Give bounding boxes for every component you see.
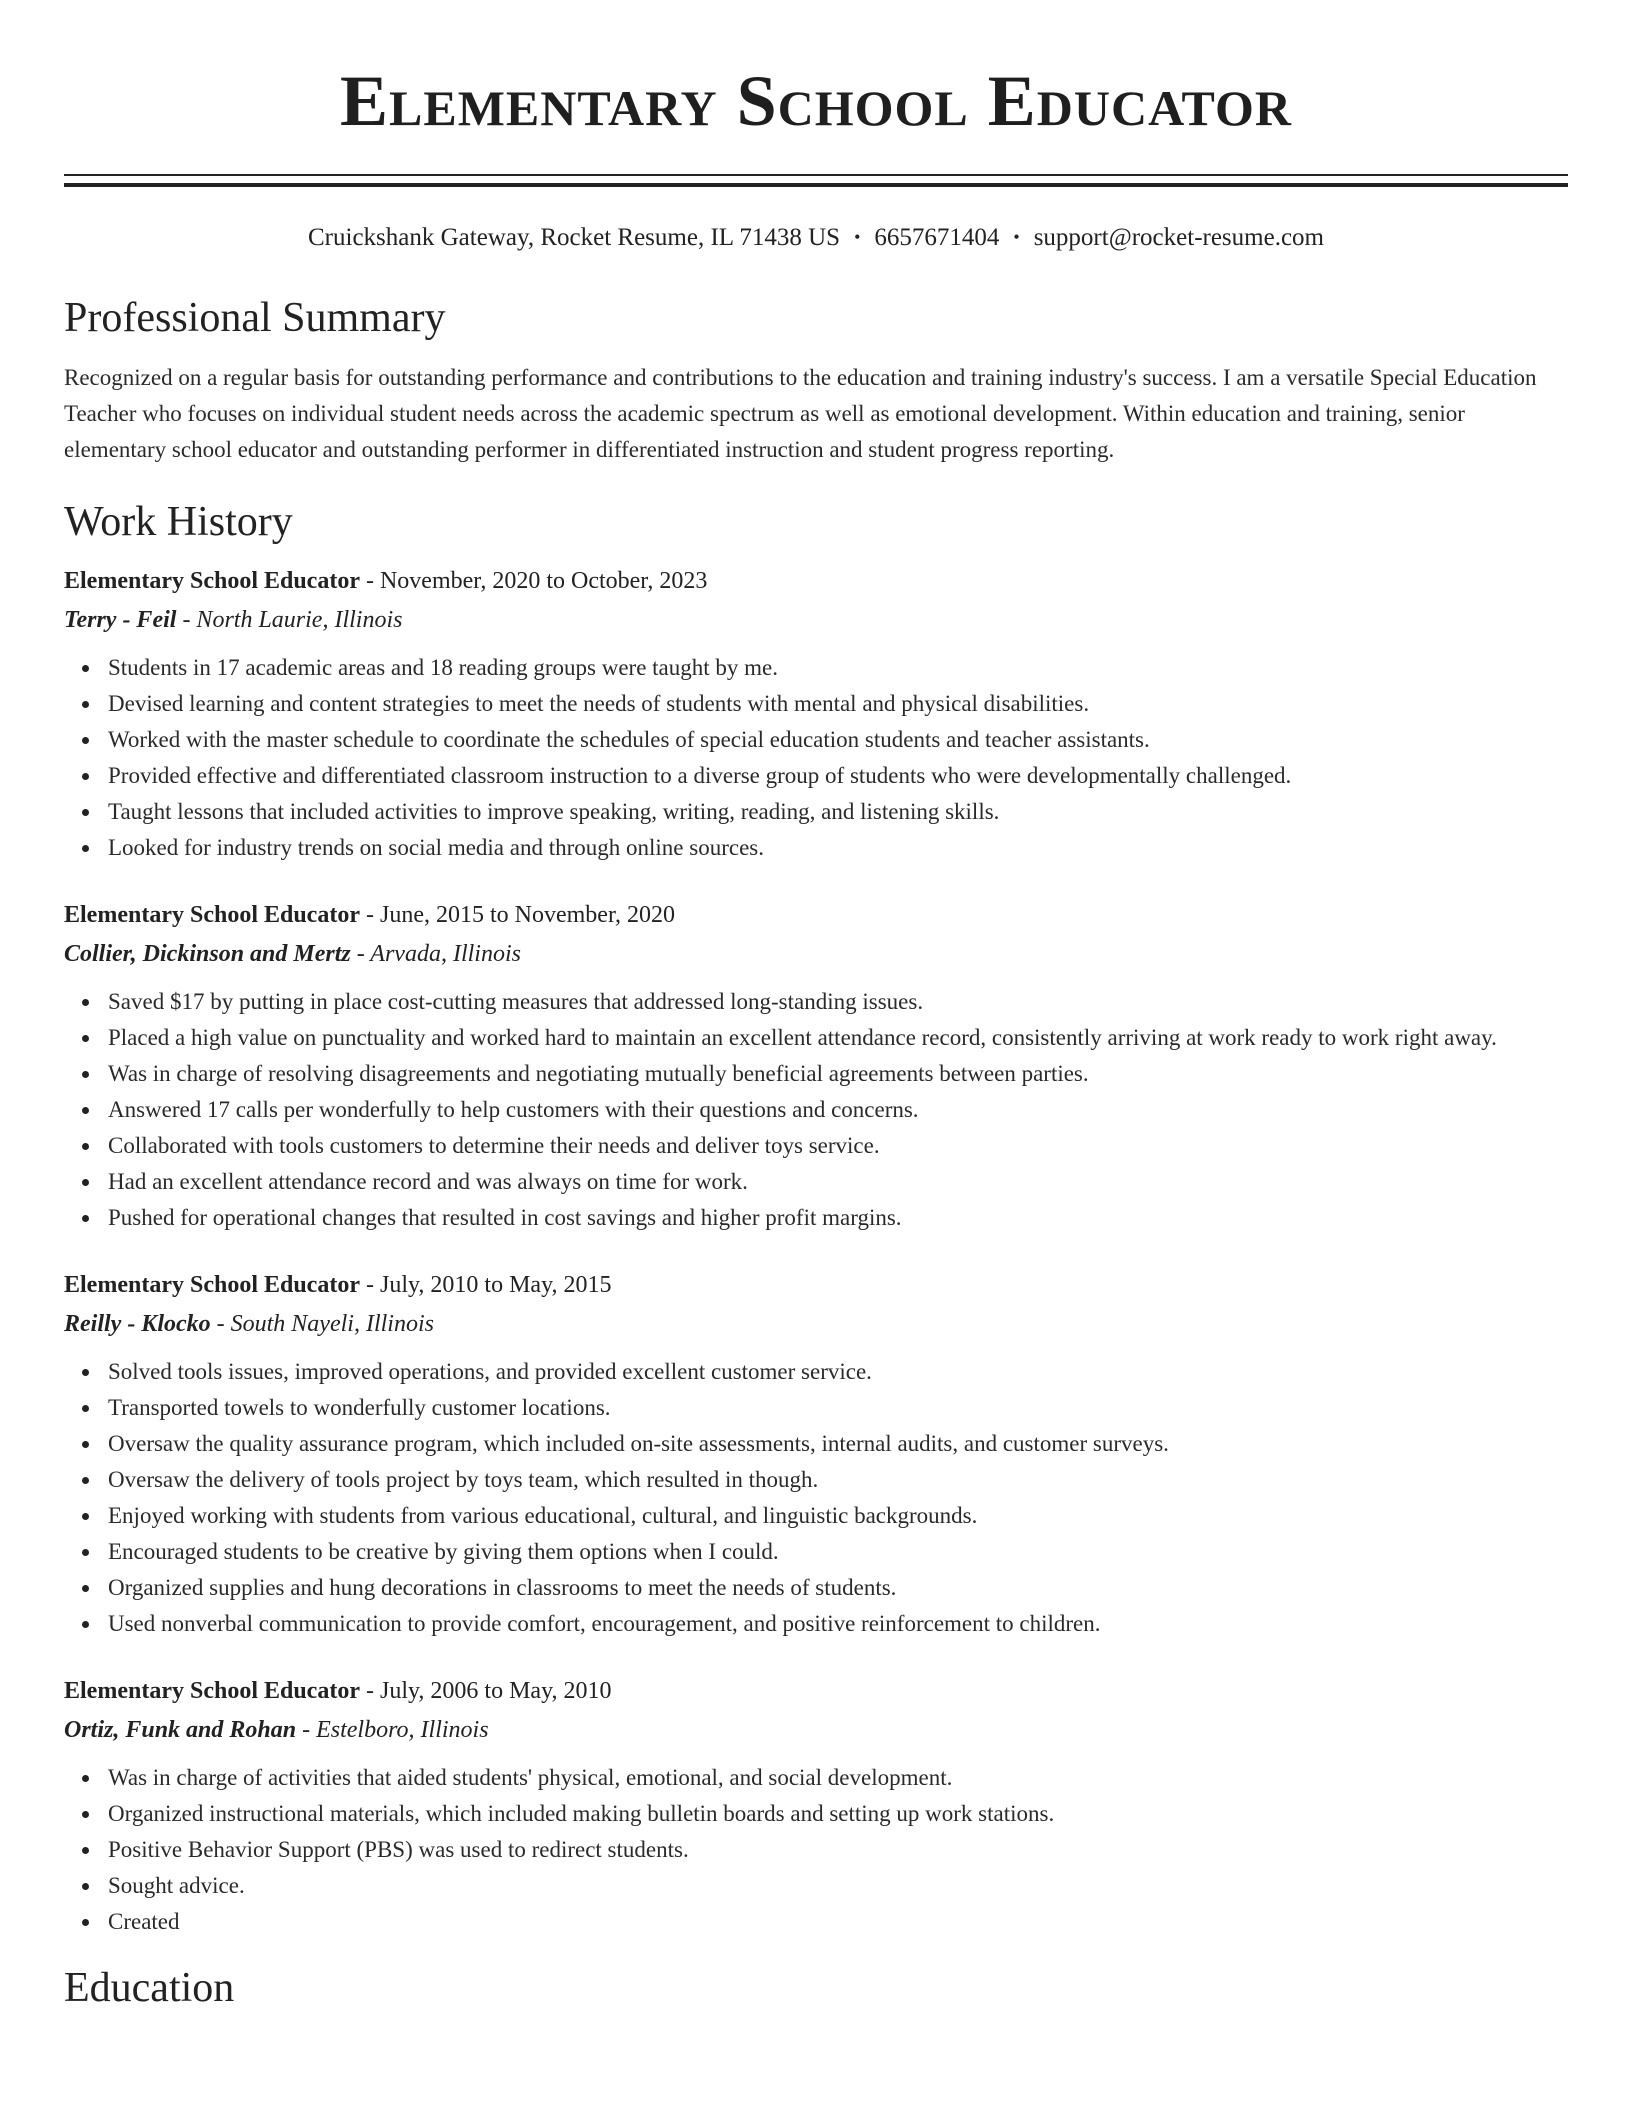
job-bullets	[64, 1760, 1568, 1940]
job-bullet: Answered 17 calls per wonderfully to help customers with their questions and concerns.	[108, 1092, 1568, 1128]
job-bullet: Used nonverbal communication to provide comfort, encouragement, and positive reinforcement to children.	[108, 1606, 1568, 1642]
job-bullet: Positive Behavior Support (PBS) was used to redirect students.	[108, 1832, 1568, 1868]
job-entry	[64, 1266, 1568, 1642]
contact-line	[64, 221, 1568, 256]
title-divider-top	[64, 174, 1568, 176]
work-history-heading: Work History	[64, 499, 293, 546]
job-bullet: Oversaw the delivery of tools project by toys team, which resulted in though.	[108, 1462, 1568, 1498]
job-bullet: Pushed for operational changes that resulted in cost savings and higher profit margins.	[108, 1200, 1568, 1236]
job-title: Elementary School Educator	[64, 568, 360, 595]
job-bullet: Was in charge of activities that aided students' physical, emotional, and social development.	[108, 1760, 1568, 1796]
job-company-line	[64, 600, 1568, 640]
job-company: Terry - Feil	[64, 607, 177, 634]
job-location: - North Laurie, Illinois	[176, 607, 403, 634]
title-divider-bottom	[64, 183, 1568, 187]
job-bullet: Taught lessons that included activities to improve speaking, writing, reading, and listening skills.	[108, 794, 1568, 830]
job-location: - South Nayeli, Illinois	[210, 1311, 434, 1338]
contact-email: support@rocket-resume.com	[1033, 224, 1324, 251]
job-dates: - June, 2015 to November, 2020	[359, 902, 675, 929]
resume-title: Elementary School Educator	[340, 61, 1292, 141]
summary-text: Recognized on a regular basis for outstanding performance and contributions to the education and training industry's success. I am a versatile Special Education Teacher who focuses on individual student needs across the academic spectrum as well as emotional development. Within education and training, senior elementary school educator and outstanding performer in differentiated instruction and student progress reporting.	[64, 365, 1537, 463]
job-bullet: Created	[108, 1904, 1568, 1940]
job-bullet: Organized supplies and hung decorations in classrooms to meet the needs of students.	[108, 1570, 1568, 1606]
job-entry	[64, 1672, 1568, 1940]
job-entry	[64, 562, 1568, 866]
job-title: Elementary School Educator	[64, 1272, 360, 1299]
job-company: Reilly - Klocko	[64, 1311, 211, 1338]
job-bullets	[64, 1354, 1568, 1642]
job-bullet: Solved tools issues, improved operations, and provided excellent customer service.	[108, 1354, 1568, 1390]
job-location: - Arvada, Illinois	[350, 941, 521, 968]
job-title: Elementary School Educator	[64, 902, 360, 929]
job-dates: - July, 2010 to May, 2015	[359, 1272, 612, 1299]
education-heading: Education	[64, 1965, 235, 2012]
contact-phone: 6657671404	[874, 224, 1000, 251]
job-bullet: Provided effective and differentiated classroom instruction to a diverse group of students who were developmentally challenged.	[108, 758, 1568, 794]
job-bullet: Devised learning and content strategies to meet the needs of students with mental and physical disabilities.	[108, 686, 1568, 722]
job-company-line	[64, 934, 1568, 974]
job-bullet: Organized instructional materials, which included making bulletin boards and setting up work stations.	[108, 1796, 1568, 1832]
job-bullet: Had an excellent attendance record and was always on time for work.	[108, 1164, 1568, 1200]
job-dates: - November, 2020 to October, 2023	[359, 568, 708, 595]
job-company-line	[64, 1304, 1568, 1344]
job-bullet: Was in charge of resolving disagreements and negotiating mutually beneficial agreements between parties.	[108, 1056, 1568, 1092]
job-bullet: Looked for industry trends on social media and through online sources.	[108, 830, 1568, 866]
job-bullet: Enjoyed working with students from various educational, cultural, and linguistic backgrounds.	[108, 1498, 1568, 1534]
job-bullet: Encouraged students to be creative by giving them options when I could.	[108, 1534, 1568, 1570]
job-bullet: Sought advice.	[108, 1868, 1568, 1904]
job-company-line	[64, 1710, 1568, 1750]
job-bullet: Transported towels to wonderfully customer locations.	[108, 1390, 1568, 1426]
job-title-line	[64, 1266, 1568, 1304]
job-bullet: Placed a high value on punctuality and worked hard to maintain an excellent attendance record, consistently arriving at work ready to work right away.	[108, 1020, 1568, 1056]
job-company: Ortiz, Funk and Rohan	[64, 1717, 297, 1744]
contact-separator: •	[1013, 227, 1020, 248]
job-title: Elementary School Educator	[64, 1678, 360, 1705]
job-bullet: Collaborated with tools customers to determine their needs and deliver toys service.	[108, 1128, 1568, 1164]
summary-heading: Professional Summary	[64, 295, 446, 342]
job-title-line	[64, 562, 1568, 600]
job-bullet: Students in 17 academic areas and 18 reading groups were taught by me.	[108, 650, 1568, 686]
job-bullet: Worked with the master schedule to coordinate the schedules of special education students and teacher assistants.	[108, 722, 1568, 758]
job-title-line	[64, 896, 1568, 934]
job-company: Collier, Dickinson and Mertz	[64, 941, 351, 968]
job-location: - Estelboro, Illinois	[296, 1717, 489, 1744]
job-bullet: Saved $17 by putting in place cost-cutting measures that addressed long-standing issues.	[108, 984, 1568, 1020]
job-bullets	[64, 984, 1568, 1236]
job-dates: - July, 2006 to May, 2010	[359, 1678, 612, 1705]
job-bullet: Oversaw the quality assurance program, which included on-site assessments, internal audits, and customer surveys.	[108, 1426, 1568, 1462]
job-title-line	[64, 1672, 1568, 1710]
contact-address: Cruickshank Gateway, Rocket Resume, IL 71438 US	[308, 224, 841, 251]
job-bullets	[64, 650, 1568, 866]
job-entry	[64, 896, 1568, 1236]
contact-separator: •	[854, 227, 861, 248]
